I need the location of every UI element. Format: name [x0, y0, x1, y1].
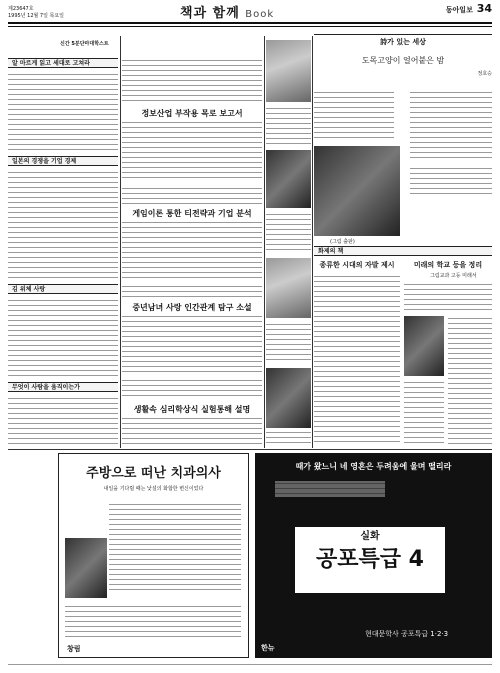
book-cover-image-2: [266, 150, 311, 208]
left-head-2: 일본의 경쟁을 기업 경제: [8, 156, 118, 166]
section-sub-text: Book: [245, 9, 275, 20]
page-header-right: [446, 2, 492, 15]
page-number: 34: [476, 2, 492, 15]
poem-box: [314, 34, 492, 87]
issue-number: 제23647호: [8, 6, 34, 12]
book-info-1: [266, 106, 311, 146]
ad-right-brand: 한뉴: [261, 644, 275, 652]
left-body-2: [8, 170, 118, 280]
mid-body-3a: [122, 284, 262, 298]
column-divider-1: [120, 36, 121, 448]
mid-body-0: [122, 58, 262, 104]
left-body-1: [8, 72, 118, 152]
feature-body-right-2: [448, 316, 492, 446]
poem-text-2: [410, 90, 492, 160]
book-cover-image-3: [266, 258, 311, 318]
mid-body-3: [122, 314, 262, 374]
ad-right-title: 공포특급 4: [316, 547, 424, 572]
issue-date: 1995년 12월 7일 목요일: [8, 13, 65, 19]
mid-body-2: [122, 220, 262, 280]
feature-body-left: [314, 274, 400, 446]
feature-title-left: 종류한 시대의 자발 제시: [319, 261, 395, 269]
masthead-rule-thin: [8, 26, 492, 27]
mid-head-1: 정보산업 부작용 목로 보고서: [141, 109, 243, 118]
poem-headline: 도목고양이 얼어붙은 밤: [361, 56, 445, 65]
ad-right-tagline: 때가 왔느니 네 영혼은 두려움에 울며 떨리라: [295, 462, 452, 471]
poem-label: 詩가 있는 세상: [380, 38, 426, 46]
book-cover-image-4: [266, 368, 311, 428]
column-divider-2: [264, 36, 265, 448]
ad-left-portrait: [65, 538, 107, 598]
mid-head-3: 중년남녀 사랑 인간관계 탐구 소설: [132, 303, 252, 312]
left-head-4: 무엇이 사람을 움직이는가: [8, 382, 118, 392]
feature-title-right: 미래의 학교 등을 정리: [413, 261, 483, 269]
book-info-2: [266, 212, 311, 252]
poem-author: 정호승: [477, 71, 492, 77]
book-info-4: [266, 430, 311, 446]
paper-name: 동아일보: [445, 6, 473, 14]
ad-right-blurb: [275, 481, 385, 497]
left-body-4: [8, 396, 118, 446]
feature-body-right-3: [404, 380, 444, 446]
ad-left-body-2: [65, 604, 241, 640]
mid-body-4a: [122, 378, 262, 400]
ad-left-subhead: 내일을 기다릴 때는 낯설의 화합한 변신이었다: [103, 486, 204, 492]
ad-horror-book: [255, 453, 492, 658]
footer-line: [8, 662, 492, 668]
feature-book-image: [404, 316, 444, 376]
issue-info: [8, 6, 64, 20]
section-title-text: 책과 함께: [180, 6, 240, 21]
ad-right-footer-note: 현대문학사 공포특급 1·2·3: [365, 630, 449, 638]
mid-head-2: 게임이론 통한 티전략과 기업 분석: [132, 209, 252, 218]
feature-body-right: [404, 282, 492, 312]
mid-head-4: 생활속 심리학상식 실험통해 설명: [133, 405, 251, 414]
mid-body-2a: [122, 186, 262, 204]
illustration-caption: (그림 출판): [330, 239, 355, 245]
section-divider: [8, 449, 492, 450]
left-head-3: 김 위체 사랑: [8, 284, 118, 294]
book-cover-image-1: [266, 40, 311, 102]
column-divider-3: [312, 36, 313, 448]
ad-left-headline: 주방으로 떠난 치과의사: [86, 466, 221, 481]
mid-body-1: [122, 120, 262, 180]
ad-left-body: [109, 502, 241, 592]
poem-text-1: [314, 90, 394, 140]
mid-body-4: [122, 416, 262, 446]
ad-right-series: 실화: [360, 531, 380, 542]
series-tag: 신간 5분단마대학스트: [60, 41, 109, 47]
ad-left-publisher: 창림: [67, 645, 81, 653]
feature-label: 화제의 책: [314, 246, 492, 256]
left-head-1: 알 마르게 읽고 세대로 고쳐라: [8, 58, 118, 68]
ad-dentist-book: [58, 453, 249, 658]
ad-right-title-box: [295, 527, 445, 593]
masthead-rule: [8, 22, 492, 24]
book-info-3: [266, 322, 311, 362]
cat-illustration: [314, 146, 400, 236]
poem-text-3: [410, 166, 492, 196]
section-title: [180, 2, 274, 21]
left-body-3: [8, 298, 118, 378]
feature-sub-right: 그림교과 고등 미래서: [430, 273, 477, 279]
